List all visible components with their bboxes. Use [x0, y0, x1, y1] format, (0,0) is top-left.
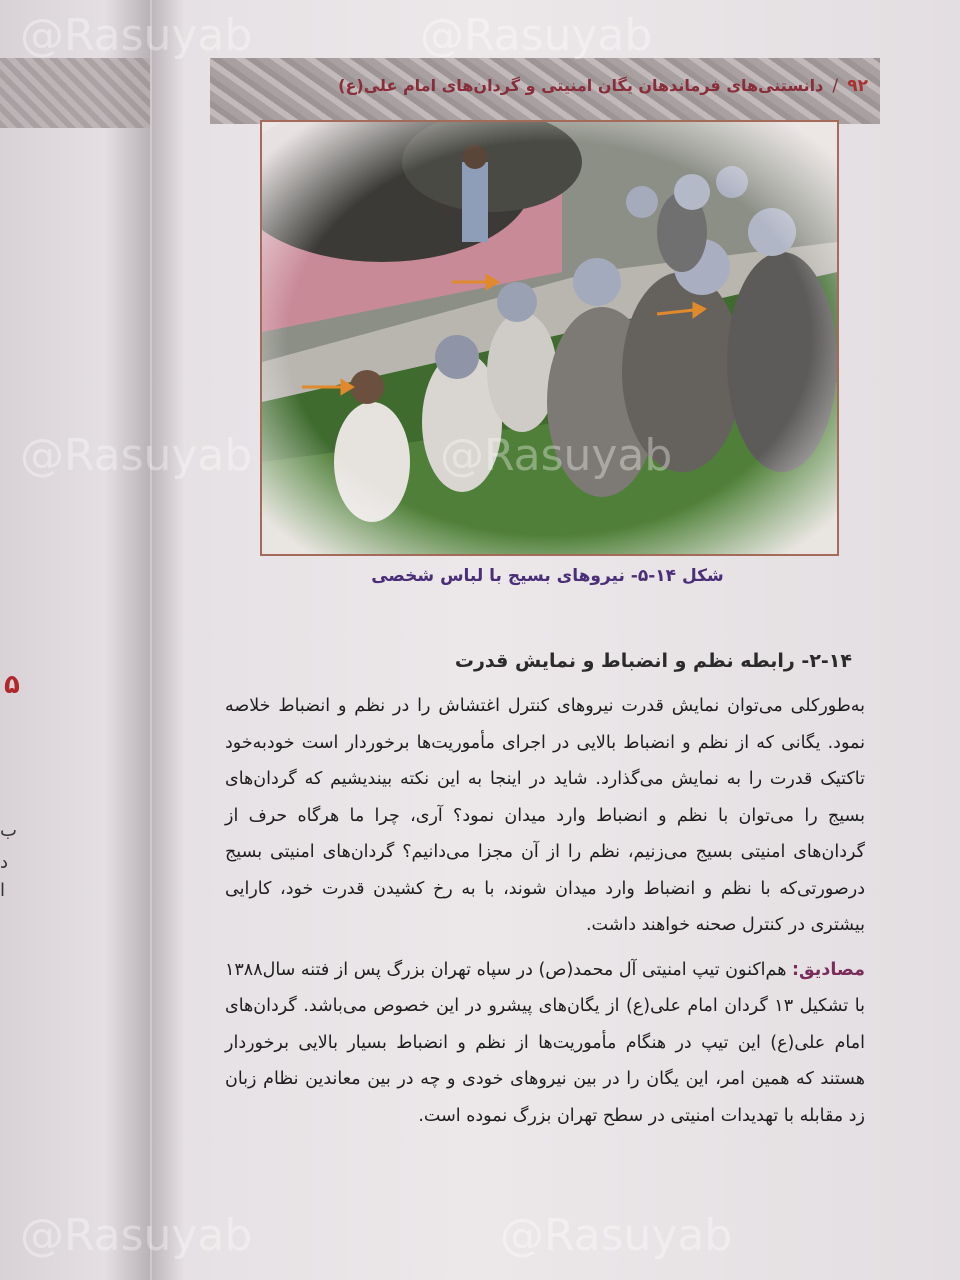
previous-page-letter: ب: [0, 820, 17, 841]
header-separator: /: [832, 76, 839, 96]
figure-caption: شکل ۱۴-۵- نیروهای بسیج با لباس شخصی: [371, 566, 724, 586]
previous-page-letter: ا: [0, 880, 6, 901]
paragraph: [225, 952, 865, 1135]
page-number: ۹۲: [847, 76, 868, 96]
paragraph-text: هم‌اکنون تیپ امنیتی آل محمد(ص) در سپاه تهران بزرگ پس از فتنه سال۱۳۸۸ با تشکیل ۱۳ گردان امام علی(ع) از یگان‌های پیشرو در این خصوص می‌باشد. گردان‌های امام علی(ع) این تیپ در هنگام مأموریت‌ها از نظم و انضباط بسیار بالایی برخوردار هستند که همین امر، این یگان را در بین نیروهای خودی و چه در بین معاندین نظام زبان زد مقابله با تهدیدات امنیتی در سطح تهران بزرگ نموده است.: [225, 959, 865, 1126]
watermark-text: @Rasuyab: [20, 1210, 253, 1261]
running-header: [210, 58, 880, 124]
previous-page-letter: د: [0, 852, 9, 873]
previous-page-heading-number: ۵: [4, 670, 20, 700]
watermark-text: @Rasuyab: [440, 430, 673, 481]
figure-photo: [260, 120, 839, 556]
watermark-text: @Rasuyab: [500, 1210, 733, 1261]
photo-illustration: [262, 122, 837, 554]
paragraph: به‌طورکلی می‌توان نمایش قدرت نیروهای کنترل اغتشاش را در نظم و انضباط خلاصه نمود. یگانی که از نظم و انضباط بالایی در اجرای مأموریت‌ها برخوردار است خودبه‌خود تاکتیک قدرت را به نمایش می‌گذارد. شاید در اینجا به این نکته بیندیشیم که گردان‌های بسیج را می‌توان با نظم و انضباط وارد میدان نمود؟ آری، چرا ما هرگاه حرف از گردان‌های امنیتی بسیج می‌زنیم، نظم را از آن مجزا می‌دانیم؟ گردان‌های امنیتی بسیج درصورتی‌که با نظم و انضباط وارد میدان شوند، با به رخ کشیدن قدرت خود، کارایی بیشتری در کنترل صحنه خواهند داشت.: [225, 696, 865, 935]
examples-label: مصادیق:: [792, 959, 865, 980]
watermark-text: @Rasuyab: [20, 430, 253, 481]
body-text: [225, 688, 865, 1142]
watermark-text: @Rasuyab: [420, 10, 653, 61]
running-title: دانستنی‌های فرماندهان یگان امنیتی و گردان‌های امام علی(ع): [338, 76, 824, 95]
section-heading: ۲-۱۴- رابطه نظم و انضباط و نمایش قدرت: [454, 650, 852, 672]
book-page: [152, 0, 960, 1280]
previous-page-header-band: [0, 58, 150, 128]
watermark-text: @Rasuyab: [20, 10, 253, 61]
previous-page-strip: [0, 0, 150, 1280]
